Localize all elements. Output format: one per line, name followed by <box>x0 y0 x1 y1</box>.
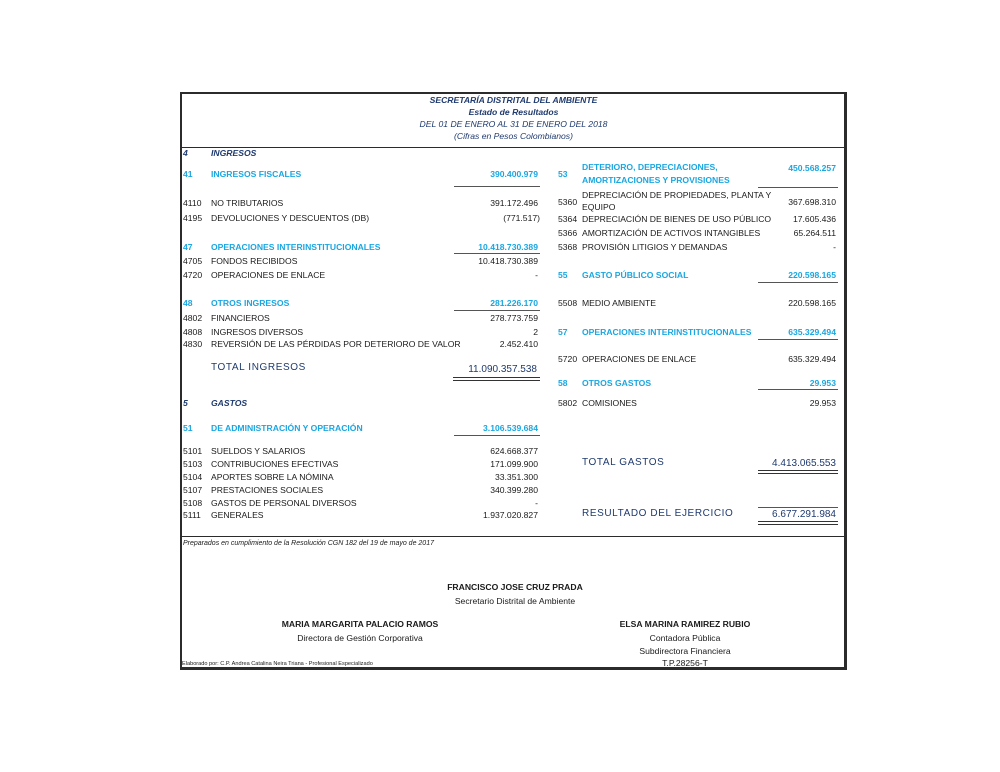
item-code: 5368 <box>558 242 578 252</box>
total-double-underline <box>453 377 540 381</box>
item-value: 65.264.511 <box>793 228 836 238</box>
signatory-name: MARIA MARGARITA PALACIO RAMOS <box>281 619 439 629</box>
item-label: OPERACIONES DE ENLACE <box>582 354 697 364</box>
group-total: 390.400.979 <box>490 169 538 179</box>
group-label: OTROS INGRESOS <box>211 298 290 308</box>
item-value: 10.418.730.389 <box>478 256 538 266</box>
report-currency: (Cifras en Pesos Colombianos) <box>454 131 573 141</box>
total-gastos-value: 4.413.065.553 <box>772 458 836 469</box>
group-label: DE ADMINISTRACIÓN Y OPERACIÓN <box>211 423 363 433</box>
subtotal-underline <box>758 282 838 283</box>
section-code-gastos: 5 <box>183 398 188 408</box>
footer-divider <box>180 536 847 537</box>
item-value: 220.598.165 <box>788 298 836 308</box>
group-total: 450.568.257 <box>788 163 836 173</box>
group-label-line1: DETERIORO, DEPRECIACIONES, <box>582 162 718 172</box>
signatory-role: Contadora Pública <box>649 633 721 643</box>
item-value: 624.668.377 <box>490 446 538 456</box>
item-code: 4720 <box>183 270 203 280</box>
item-label: REVERSIÓN DE LAS PÉRDIDAS POR DETERIORO DE VALOR <box>211 339 461 349</box>
item-value: - <box>535 498 538 508</box>
report-period: DEL 01 DE ENERO AL 31 DE ENERO DEL 2018 <box>419 119 608 129</box>
group-label-line2: AMORTIZACIONES Y PROVISIONES <box>582 175 730 185</box>
item-code: 5101 <box>183 446 203 456</box>
item-label: FONDOS RECIBIDOS <box>211 256 298 266</box>
subtotal-underline <box>454 310 540 311</box>
group-code: 58 <box>558 378 568 388</box>
subtotal-underline <box>758 187 838 188</box>
subtotal-underline <box>454 253 540 254</box>
item-value: - <box>535 270 538 280</box>
subtotal-underline <box>454 435 540 436</box>
item-code: 5360 <box>558 197 578 207</box>
item-code: 4705 <box>183 256 203 266</box>
group-code: 48 <box>183 298 193 308</box>
item-value: 1.937.020.827 <box>483 510 538 520</box>
group-code: 57 <box>558 327 568 337</box>
header-divider <box>180 147 847 148</box>
group-total: 635.329.494 <box>788 327 836 337</box>
item-value: 29.953 <box>809 398 836 408</box>
subtotal-underline <box>758 389 838 390</box>
item-label: APORTES SOBRE LA NÓMINA <box>211 472 334 482</box>
item-value: - <box>833 242 836 252</box>
section-code-ingresos: 4 <box>183 148 188 158</box>
item-code: 5720 <box>558 354 578 364</box>
item-label: DEPRECIACIÓN DE BIENES DE USO PÚBLICO <box>582 214 772 224</box>
group-code: 53 <box>558 169 568 179</box>
item-value: 171.099.900 <box>490 459 538 469</box>
entity-title: SECRETARÍA DISTRITAL DEL AMBIENTE <box>429 95 598 105</box>
item-label: DEVOLUCIONES Y DESCUENTOS (DB) <box>211 213 370 223</box>
item-code: 5802 <box>558 398 578 408</box>
item-code: 5366 <box>558 228 578 238</box>
item-value: 367.698.310 <box>788 197 836 207</box>
signatory-role: Subdirectora Financiera <box>639 646 731 656</box>
total-ingresos-value: 11.090.357.538 <box>468 364 537 375</box>
item-value: 33.351.300 <box>494 472 538 482</box>
item-code: 4110 <box>183 198 202 208</box>
item-label: PRESTACIONES SOCIALES <box>211 485 324 495</box>
item-value: 2 <box>533 327 538 337</box>
group-code: 51 <box>183 423 193 433</box>
item-code: 5103 <box>183 459 203 469</box>
total-double-underline <box>758 470 838 474</box>
signatory-name: FRANCISCO JOSE CRUZ PRADA <box>447 582 583 592</box>
item-value: (771.517) <box>503 213 540 223</box>
group-label: INGRESOS FISCALES <box>211 169 302 179</box>
resultado-overline <box>758 507 838 508</box>
section-label-gastos: GASTOS <box>211 398 248 408</box>
signatory-role: T.P.28256-T <box>662 658 708 668</box>
group-label: GASTO PÚBLICO SOCIAL <box>582 270 689 280</box>
item-value: 17.605.436 <box>792 214 836 224</box>
item-code: 5104 <box>183 472 203 482</box>
item-label-line2: EQUIPO <box>582 202 616 212</box>
signatory-role: Directora de Gestión Corporativa <box>297 633 423 643</box>
item-code: 5364 <box>558 214 578 224</box>
group-code: 41 <box>183 169 193 179</box>
item-code: 5107 <box>183 485 203 495</box>
item-label: COMISIONES <box>582 398 637 408</box>
item-code: 4195 <box>183 213 203 223</box>
group-total: 29.953 <box>809 378 836 388</box>
resultado-label: RESULTADO DEL EJERCICIO <box>582 508 734 519</box>
item-code: 4802 <box>183 313 203 323</box>
item-code: 5108 <box>183 498 203 508</box>
prepared-by: Elaborado por: C.P. Andrea Catalina Neira Triana - Profesional Especializado <box>182 661 373 667</box>
section-label-ingresos: INGRESOS <box>211 148 257 158</box>
group-label: OTROS GASTOS <box>582 378 652 388</box>
group-label: OPERACIONES INTERINSTITUCIONALES <box>211 242 381 252</box>
total-gastos-label: TOTAL GASTOS <box>582 457 665 468</box>
signatory-name: ELSA MARINA RAMIREZ RUBIO <box>619 619 751 629</box>
item-value: 340.399.280 <box>490 485 538 495</box>
group-total: 3.106.539.684 <box>483 423 538 433</box>
item-value: 2.452.410 <box>499 339 538 349</box>
item-value: 635.329.494 <box>788 354 836 364</box>
group-code: 47 <box>183 242 193 252</box>
signatory-role: Secretario Distrital de Ambiente <box>454 596 576 606</box>
item-label: MEDIO AMBIENTE <box>582 298 657 308</box>
compliance-note: Preparados en cumplimiento de la Resolución CGN 182 del 19 de mayo de 2017 <box>183 540 434 547</box>
item-label: PROVISIÓN LITIGIOS Y DEMANDAS <box>582 242 728 252</box>
subtotal-underline <box>758 339 838 340</box>
total-ingresos-label: TOTAL INGRESOS <box>211 362 306 373</box>
item-value: 278.773.759 <box>490 313 538 323</box>
group-code: 55 <box>558 270 568 280</box>
item-label: GASTOS DE PERSONAL DIVERSOS <box>211 498 357 508</box>
subtotal-underline <box>454 186 540 187</box>
item-label: SUELDOS Y SALARIOS <box>211 446 306 456</box>
group-label: OPERACIONES INTERINSTITUCIONALES <box>582 327 752 337</box>
resultado-value: 6.677.291.984 <box>772 509 836 520</box>
item-code: 5508 <box>558 298 578 308</box>
item-label: CONTRIBUCIONES EFECTIVAS <box>211 459 339 469</box>
item-value: 391.172.496 <box>490 198 538 208</box>
item-code: 4830 <box>183 339 203 349</box>
group-total: 220.598.165 <box>788 270 836 280</box>
group-total: 281.226.170 <box>490 298 538 308</box>
item-label: NO TRIBUTARIOS <box>211 198 284 208</box>
item-label-line1: DEPRECIACIÓN DE PROPIEDADES, PLANTA Y <box>582 190 772 200</box>
item-label: OPERACIONES DE ENLACE <box>211 270 326 280</box>
item-code: 4808 <box>183 327 203 337</box>
item-label: GENERALES <box>211 510 264 520</box>
item-code: 5111 <box>183 510 201 520</box>
item-label: AMORTIZACIÓN DE ACTIVOS INTANGIBLES <box>582 228 761 238</box>
item-label: INGRESOS DIVERSOS <box>211 327 304 337</box>
resultado-double-underline <box>758 521 838 525</box>
item-label: FINANCIEROS <box>211 313 270 323</box>
group-total: 10.418.730.389 <box>478 242 538 252</box>
report-title: Estado de Resultados <box>468 107 559 117</box>
